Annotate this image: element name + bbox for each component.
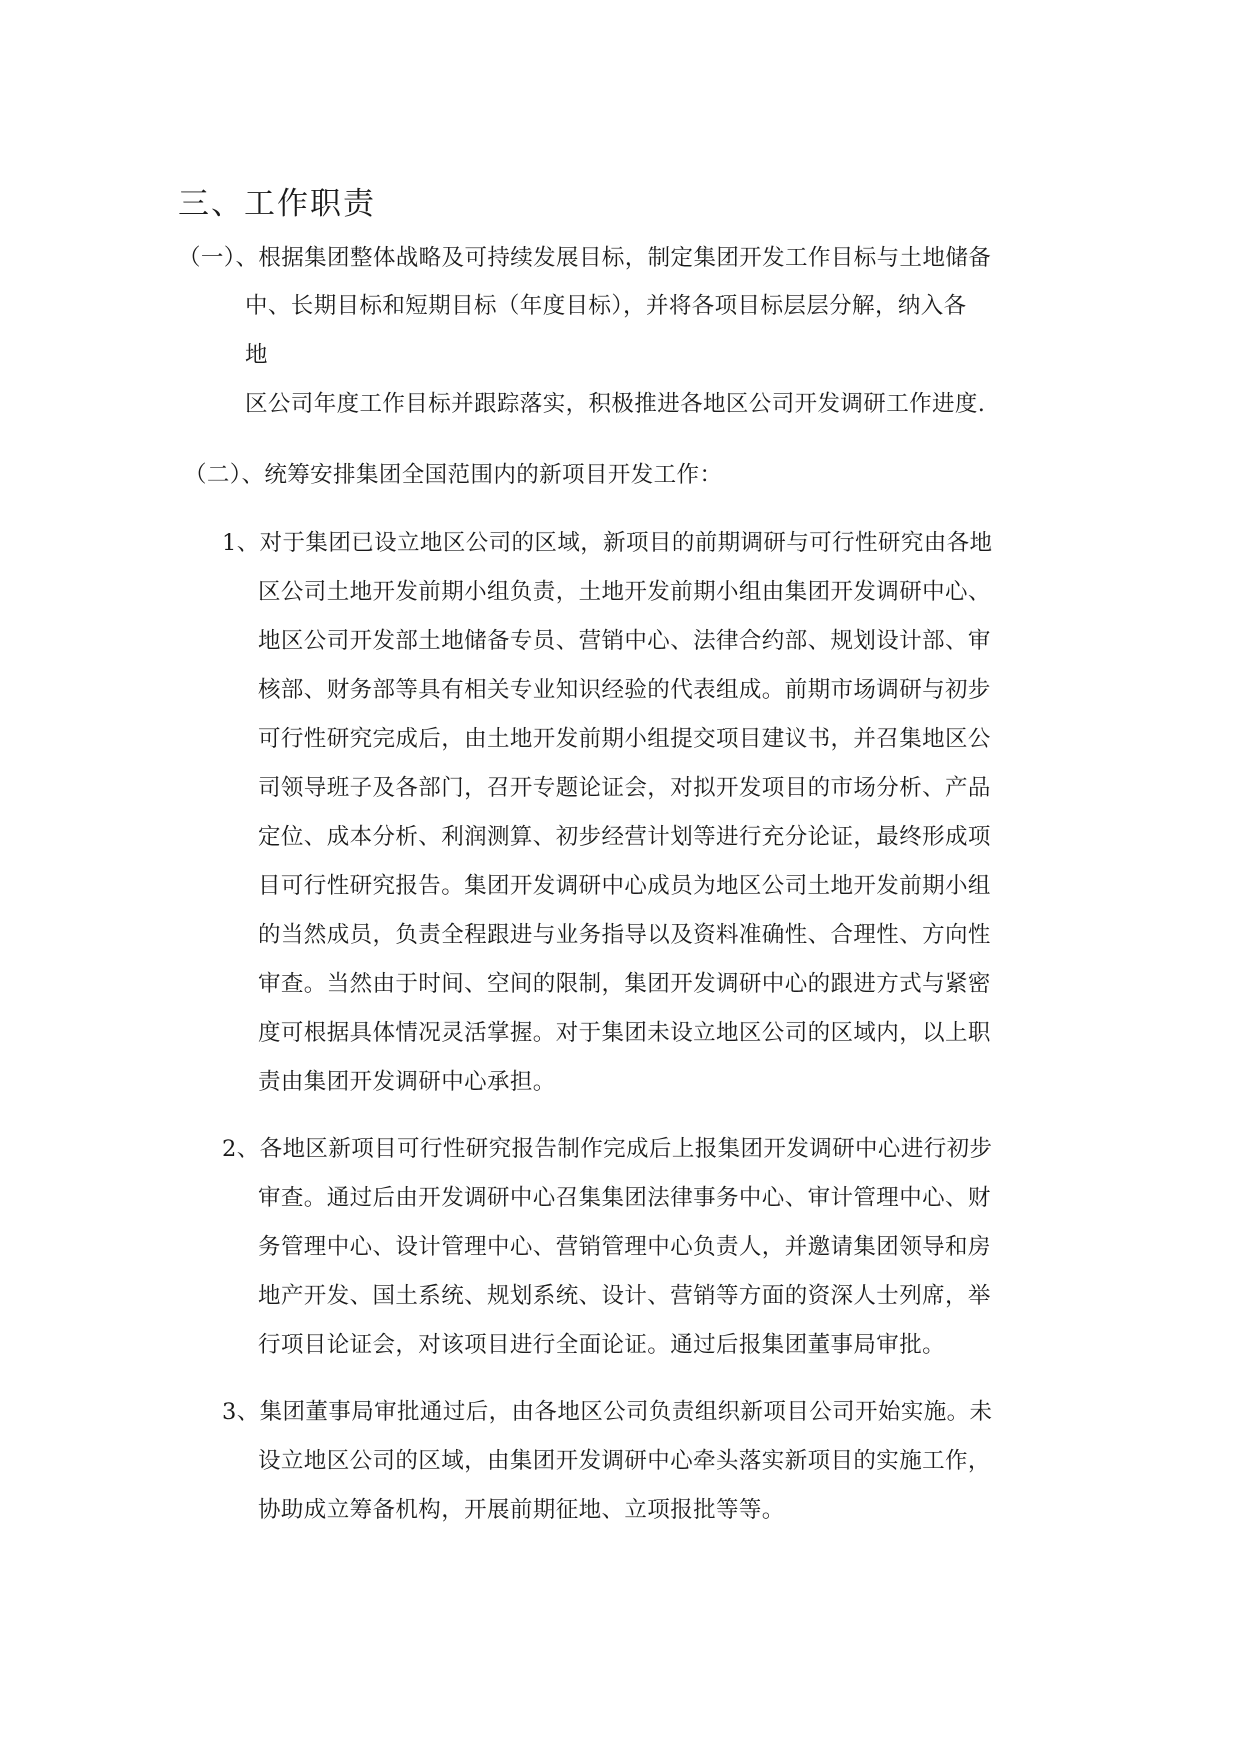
item2-line: 行项目论证会，对该项目进行全面论证。通过后报集团董事局审批。 <box>258 1332 946 1358</box>
item1-line: 地区公司开发部土地储备专员、营销中心、法律合约部、规划设计部、审 <box>258 628 991 654</box>
item1-line: 的当然成员，负责全程跟进与业务指导以及资料准确性、合理性、方向性 <box>258 922 991 948</box>
item2-line: 地产开发、国土系统、规划系统、设计、营销等方面的资深人士列席，举 <box>258 1283 991 1309</box>
item3-line: 协助成立筹备机构，开展前期征地、立项报批等等。 <box>258 1497 785 1523</box>
item1-line: 目可行性研究报告。集团开发调研中心成员为地区公司土地开发前期小组 <box>258 873 991 899</box>
item1-line: 1、对于集团已设立地区公司的区域，新项目的前期调研与可行性研究由各地 <box>222 530 993 556</box>
section1-line: 区公司年度工作目标并跟踪落实，积极推进各地区公司开发调研工作进度. <box>245 391 986 417</box>
section-heading: 三、工作职责 <box>178 186 376 222</box>
item1-line: 责由集团开发调研中心承担。 <box>258 1069 556 1095</box>
item1-line: 司领导班子及各部门，召开专题论证会，对拟开发项目的市场分析、产品 <box>258 775 991 801</box>
item3-line: 设立地区公司的区域，由集团开发调研中心牵头落实新项目的实施工作， <box>258 1448 991 1474</box>
item1-line: 度可根据具体情况灵活掌握。对于集团未设立地区公司的区域内，以上职 <box>258 1020 991 1046</box>
item1-line: 核部、财务部等具有相关专业知识经验的代表组成。前期市场调研与初步 <box>258 677 991 703</box>
item2-line: 务管理中心、设计管理中心、营销管理中心负责人，并邀请集团领导和房 <box>258 1234 991 1260</box>
section1-line: （一）、根据集团整体战略及可持续发展目标，制定集团开发工作目标与土地储备 <box>178 245 992 271</box>
item1-line: 区公司土地开发前期小组负责，土地开发前期小组由集团开发调研中心、 <box>258 579 991 605</box>
item1-line: 可行性研究完成后，由土地开发前期小组提交项目建议书，并召集地区公 <box>258 726 991 752</box>
section1-line: 地 <box>245 342 268 368</box>
section2-title: （二）、统筹安排集团全国范围内的新项目开发工作： <box>184 462 723 488</box>
section1-line: 中、长期目标和短期目标（年度目标），并将各项目标层层分解，纳入各 <box>245 293 967 319</box>
item3-line: 3、集团董事局审批通过后，由各地区公司负责组织新项目公司开始实施。未 <box>222 1399 993 1425</box>
item1-line: 审查。当然由于时间、空间的限制，集团开发调研中心的跟进方式与紧密 <box>258 971 991 997</box>
item1-line: 定位、成本分析、利润测算、初步经营计划等进行充分论证，最终形成项 <box>258 824 991 850</box>
item2-line: 审查。通过后由开发调研中心召集集团法律事务中心、审计管理中心、财 <box>258 1185 991 1211</box>
item2-line: 2、各地区新项目可行性研究报告制作完成后上报集团开发调研中心进行初步 <box>222 1136 993 1162</box>
